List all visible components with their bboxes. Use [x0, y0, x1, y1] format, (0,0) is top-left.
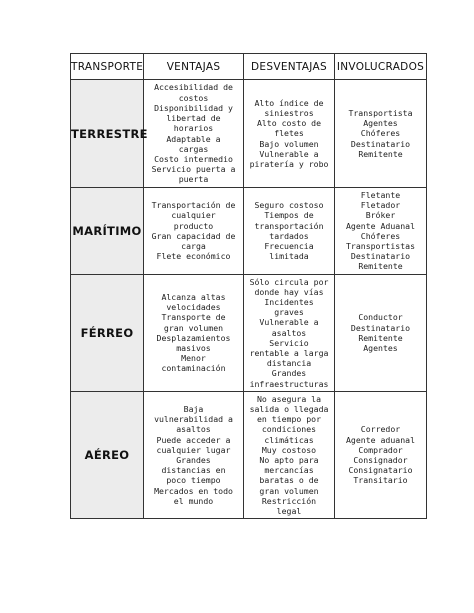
cell-desventajas: [244, 274, 335, 391]
cell-line: gran volumen: [259, 485, 319, 496]
cell-line: asaltos: [271, 327, 307, 338]
cell-line: Grandes: [271, 368, 307, 379]
row-label: MARÍTIMO: [71, 188, 144, 275]
table-row: [71, 188, 427, 275]
cell-line: libertad de: [166, 113, 221, 124]
cell-line: tardados: [269, 230, 309, 241]
header-involucrados: INVOLUCRADOS: [335, 54, 427, 80]
cell-line: Conductor: [358, 312, 403, 323]
cell-line: condiciones: [261, 424, 317, 435]
cell-involucrados: [335, 80, 427, 188]
cell-line: Transportista: [348, 107, 413, 118]
cell-line: contaminación: [161, 363, 226, 374]
row-label: FÉRREO: [71, 274, 144, 391]
cell-desventajas: [244, 80, 335, 188]
cell-line: legal: [276, 506, 302, 517]
cell-line: distancia: [266, 358, 312, 369]
cell-line: Remitente: [358, 332, 403, 343]
cell-line: No apto para: [259, 455, 319, 466]
cell-line: Bajo volumen: [259, 138, 319, 149]
cell-line: Servicio puerta a: [151, 164, 236, 175]
row-label: AÉREO: [71, 391, 144, 518]
cell-line: Incidentes: [264, 297, 314, 308]
cell-line: mercancías: [264, 465, 314, 476]
cell-line: Agente aduanal: [345, 434, 415, 445]
cell-line: Destinatario: [350, 322, 411, 333]
cell-line: Muy costoso: [261, 444, 317, 455]
cell-line: en tiempo por: [256, 414, 322, 425]
row-label: TERRESTRE: [71, 80, 144, 188]
cell-line: donde hay vías: [254, 286, 324, 297]
cell-desventajas: [244, 188, 335, 275]
cell-line: puerta: [178, 174, 209, 185]
cell-line: Fletador: [360, 200, 401, 211]
cell-line: Consignatario: [348, 465, 413, 476]
cell-line: fletes: [274, 128, 304, 139]
cell-line: Mercados en todo: [154, 485, 233, 496]
cell-line: Comprador: [358, 444, 403, 455]
cell-desventajas: [244, 391, 335, 518]
cell-line: salida o llegada: [249, 404, 329, 415]
cell-line: Accesibilidad de: [154, 82, 233, 93]
cell-line: Agente Aduanal: [345, 220, 415, 231]
cell-line: Destinatario: [350, 138, 411, 149]
cell-line: carga: [181, 241, 206, 252]
cell-line: el mundo: [173, 495, 214, 506]
cell-line: Agentes: [363, 342, 398, 353]
cell-line: horarios: [173, 123, 214, 134]
cell-line: Transportación de: [151, 200, 236, 211]
cell-line: poco tiempo: [166, 475, 221, 486]
cell-line: distancias en: [161, 465, 226, 476]
cell-line: Transportistas: [345, 241, 415, 252]
cell-line: Fletante: [360, 190, 401, 200]
cell-line: climáticas: [264, 434, 314, 445]
cell-line: Tiempos de: [264, 210, 314, 221]
cell-line: Vulnerable a: [259, 148, 319, 159]
cell-line: rentable a larga: [249, 348, 329, 359]
cell-line: Vulnerable a: [259, 317, 319, 328]
cell-line: Remitente: [358, 148, 403, 159]
cell-line: masivos: [176, 342, 211, 353]
header-ventajas: VENTAJAS: [144, 54, 244, 80]
cell-line: transportación: [254, 220, 324, 231]
table-row: [71, 391, 427, 518]
header-desventajas: DESVENTAJAS: [244, 54, 335, 80]
cell-line: costos: [178, 92, 209, 103]
cell-line: Bróker: [365, 210, 396, 221]
cell-line: Alto índice de: [254, 97, 324, 108]
cell-ventajas: [144, 188, 244, 275]
cell-line: Desplazamientos: [156, 332, 231, 343]
table-row: [71, 274, 427, 391]
cell-line: No asegura la: [256, 393, 322, 404]
cell-line: Costo intermedio: [154, 153, 233, 164]
cell-line: Flete económico: [156, 251, 231, 262]
cell-line: Chóferes: [360, 230, 401, 241]
cell-line: Seguro costoso: [254, 200, 324, 211]
transport-comparison-table: [70, 53, 427, 519]
cell-line: Transporte de: [161, 312, 226, 323]
cell-line: siniestros: [264, 107, 314, 118]
cell-line: piratería y robo: [249, 159, 329, 169]
cell-involucrados: [335, 274, 427, 391]
cell-line: Sólo circula por: [249, 276, 329, 287]
cell-line: Servicio: [269, 337, 309, 348]
cell-line: Menor: [181, 353, 206, 364]
cell-line: Transitario: [353, 475, 408, 486]
cell-line: Baja: [183, 404, 204, 415]
cell-line: Alcanza altas: [161, 291, 226, 302]
cell-line: Disponibilidad y: [154, 102, 233, 113]
cell-line: Destinatario: [350, 251, 411, 262]
header-transporte: TRANSPORTE: [71, 54, 144, 80]
header-row: [71, 54, 427, 80]
cell-line: Puede acceder a: [156, 434, 231, 445]
cell-line: baratas o de: [259, 475, 319, 486]
cell-line: cualquier: [171, 210, 216, 221]
cell-line: graves: [274, 307, 304, 318]
cell-line: limitada: [269, 251, 309, 262]
cell-line: Alto costo de: [256, 118, 322, 129]
cell-line: cargas: [178, 143, 209, 154]
cell-line: asaltos: [176, 424, 211, 435]
cell-line: Restricción: [261, 495, 317, 506]
cell-line: producto: [173, 220, 214, 231]
cell-line: vulnerabilidad a: [154, 414, 233, 425]
cell-line: infraestructuras: [249, 378, 329, 389]
cell-line: gran volumen: [163, 322, 224, 333]
cell-line: Corredor: [360, 424, 401, 435]
table-row: [71, 80, 427, 188]
cell-line: Remitente: [358, 261, 403, 272]
cell-line: cualquier lugar: [156, 444, 231, 455]
cell-line: Gran capacidad de: [151, 230, 236, 241]
cell-line: velocidades: [166, 302, 221, 313]
cell-involucrados: [335, 391, 427, 518]
cell-line: Grandes: [176, 455, 211, 466]
cell-involucrados: [335, 188, 427, 275]
cell-line: Consignador: [353, 455, 408, 466]
cell-line: Adaptable a: [166, 133, 221, 144]
cell-ventajas: [144, 391, 244, 518]
cell-line: Agentes: [363, 118, 398, 129]
cell-ventajas: [144, 274, 244, 391]
cell-ventajas: [144, 80, 244, 188]
cell-line: Frecuencia: [264, 241, 314, 252]
cell-line: Chóferes: [360, 128, 401, 139]
